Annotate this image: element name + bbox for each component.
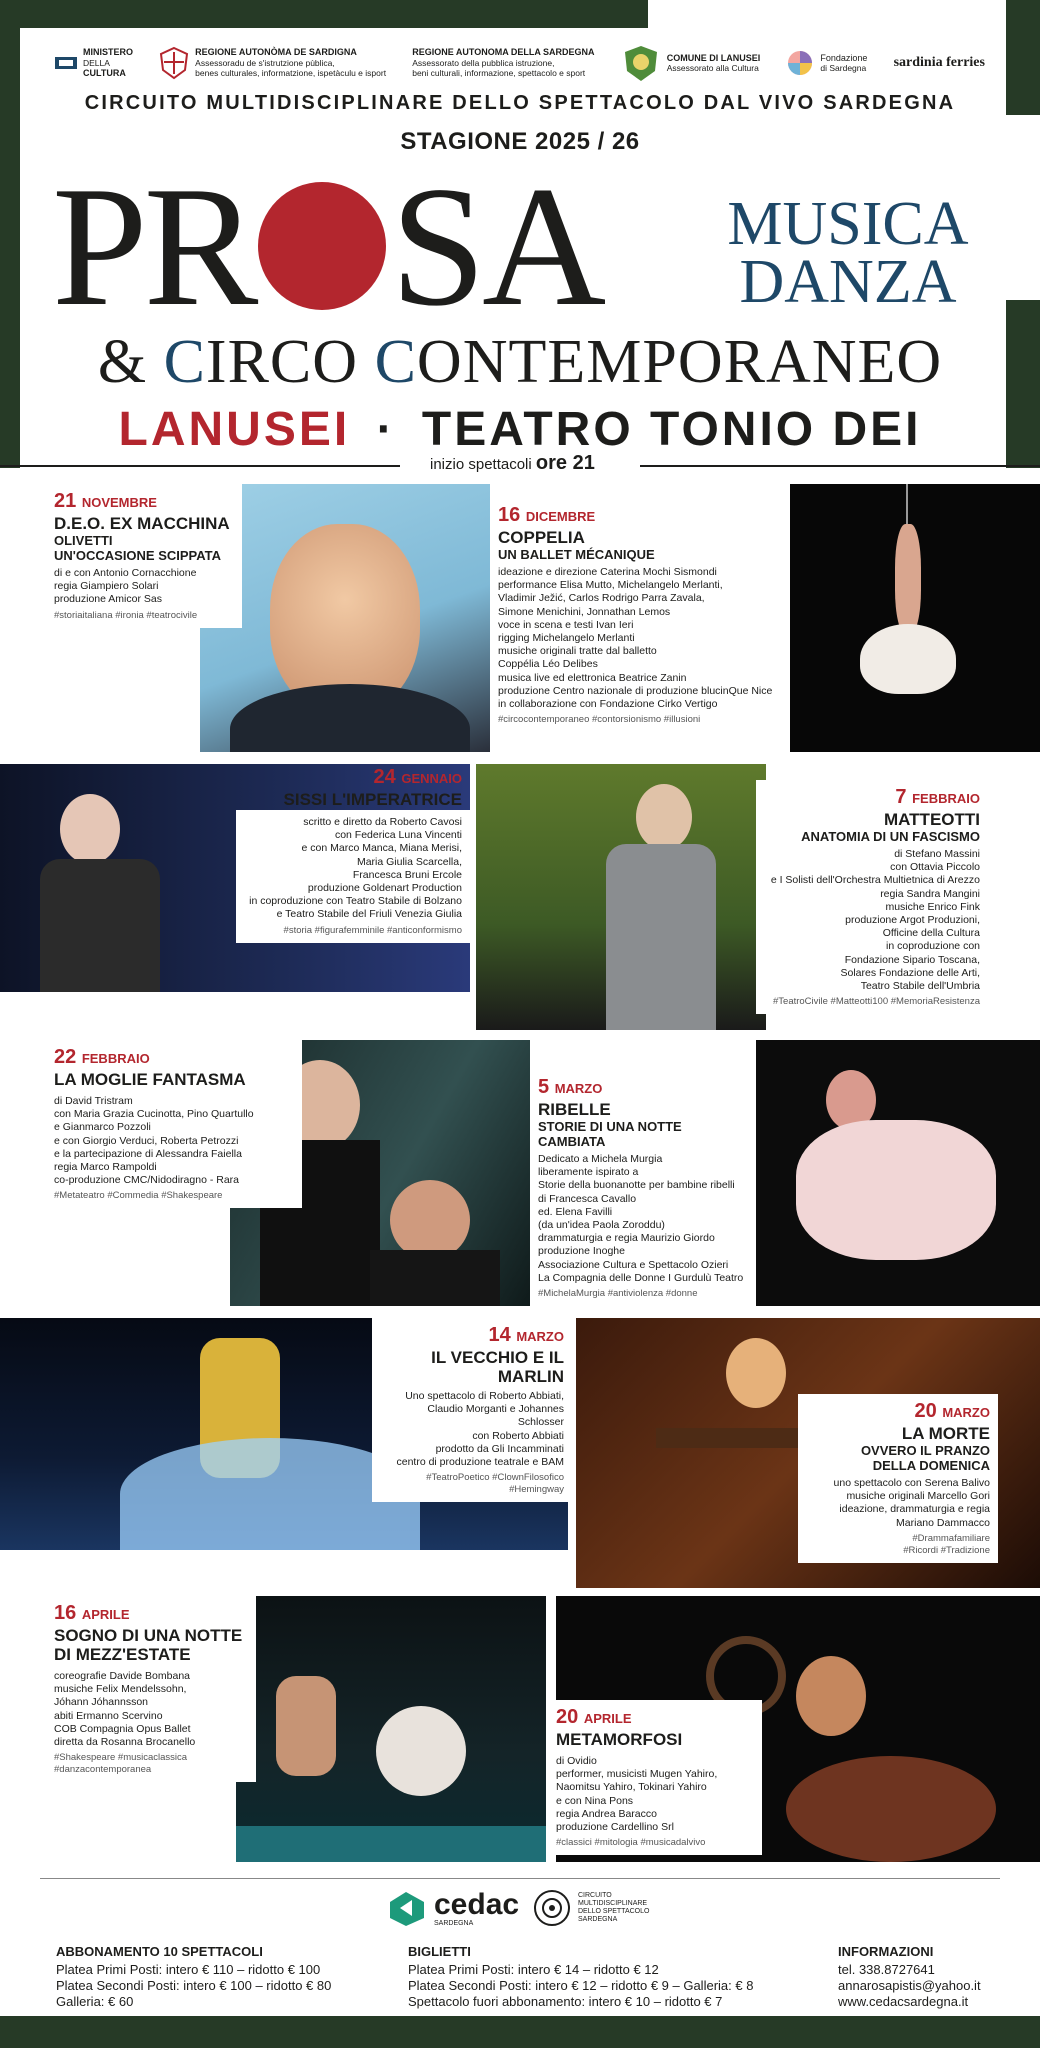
musica-danza-title: MUSICA DANZA [727, 190, 969, 316]
start-time: inizio spettacoli ore 21 [430, 452, 595, 474]
cedac-logo: cedac SARDEGNA [386, 1888, 519, 1928]
venue-line: LANUSEI · TEATRO TONIO DEI [118, 403, 922, 456]
circuit-flower-icon [532, 1888, 572, 1928]
biglietti-block: BIGLIETTI Platea Primi Posti: intero € 14 – ridotto € 12 Platea Secondi Posti: intero € 12 – ridotto € 9 – Galleria: € 8 Spettacolo fuori abbonamento: intero € 10 – ridotto € 7 [408, 1944, 754, 2009]
left-green-band [0, 0, 20, 468]
header-rule-right [640, 465, 1040, 467]
logo-regione-sardigna: REGIONE AUTONÒMA DE SARDIGNA Assessoradu de s'istrutzione pùblica, benes culturales, informatzione, ispetàculu e isport [159, 46, 386, 80]
event-card-moglie: 22 FEBBRAIO LA MOGLIE FANTASMA di David Tristram con Maria Grazia Cucinotta, Pino Quartullo e Gianmarco Pozzoli e con Giorgio Verduci, Roberta Petrozzi e la partecipazione di Alessandra Faiella regia Marco Rampoldi co-produzione CMC/Nidodiragno - Rara #Metateatro #Commedia #Shakespeare [46, 1040, 302, 1208]
event-card-marlin: 14 MARZO IL VECCHIO E IL MARLIN Uno spettacolo di Roberto Abbiati, Claudio Morganti e Johannes Schlosser con Roberto Abbiati prodotto da Gli Incamminati centro di produzione teatrale e BAM #TeatroPoetico #ClownFilosofico #Hemingway [372, 1318, 572, 1502]
logo-sardinia-ferries: sardinia ferries [893, 54, 985, 70]
red-dot-o [258, 182, 386, 310]
event-card-la-morte: 20 MARZO LA MORTE OVVERO IL PRANZO DELLA DOMENICA uno spettacolo con Serena Balivo musiche originali Marcello Gori ideazione, drammaturgia e regia Mariano Dammacco #Drammafamiliare #Ricordi #Tradizione [798, 1394, 998, 1563]
logo-regione-sardegna: REGIONE AUTONOMA DELLA SARDEGNA Assessorato della pubblica istruzione, beni culturali, informazione, spettacolo e sport [412, 47, 595, 79]
photo-matteotti [476, 764, 766, 1030]
event-card-coppelia: 16 DICEMBRE COPPELIA UN BALLET MÉCANIQUE ideazione e direzione Caterina Mochi Sismondi performance Elisa Mutto, Michelangelo Merlanti, Vladimir Ježić, Carlos Rodrigo Parra Zavala, Simone Menichini, Jonnathan Lemos voce in scena e testi Ivan Ieri rigging Michelangelo Merlanti musiche originali tratte dal balletto Coppélia Léo Delibes musica live ed elettronica Beatrice Zanin produzione Centro nazionale di produzione blucinQue Nice in collaborazione con Fondazione Cirko Vertigo #circocontemporaneo #contorsionismo #illusioni [490, 498, 790, 732]
logo-ministero: MINISTERO DELLA CULTURA [55, 47, 133, 79]
sponsor-logos [55, 42, 985, 84]
photo-coppelia [790, 484, 1040, 752]
abbonamento-block: ABBONAMENTO 10 SPETTACOLI Platea Primi Posti: intero € 110 – ridotto € 100 Platea Secondi Posti: intero € 100 – ridotto € 80 Galleria: € 60 [56, 1944, 332, 2009]
photo-ribelle [756, 1040, 1040, 1306]
info-block: INFORMAZIONI tel. 338.8727641 annarosapistis@yahoo.it www.cedacsardegna.it [838, 1944, 981, 2009]
circo-contemporaneo-title: & CIRCO CONTEMPORANEO [97, 328, 943, 396]
cedac-mark-icon [386, 1888, 428, 1928]
ministero-emblem-icon [55, 55, 77, 71]
city-name: LANUSEI [118, 403, 351, 456]
comune-crest-icon [621, 43, 661, 83]
event-card-sogno: 16 APRILE SOGNO DI UNA NOTTE DI MEZZ'ESTATE coreografie Davide Bombana musiche Felix Mendelssohn, Jóhann Jóhannsson abiti Ermanno Scervino COB Compagnia Opus Ballet diretta da Rosanna Brocanello #Shakespeare #musicaclassica #danzacontemporanea [46, 1596, 256, 1782]
event-card-sissi: 24 GENNAIO SISSI L'IMPERATRICE [283, 766, 462, 809]
fondazione-wheel-icon [786, 49, 814, 77]
header-rule-left [0, 465, 400, 467]
footer-rule [40, 1878, 1000, 1879]
circuit-logo: CIRCUITO MULTIDISCIPLINARE DELLO SPETTACOLO SARDEGNA [532, 1888, 649, 1928]
logo-fondazione-sardegna: Fondazione di Sardegna [786, 49, 867, 77]
event-card-matteotti: 7 FEBBRAIO MATTEOTTI ANATOMIA DI UN FASCISMO di Stefano Massini con Ottavia Piccolo e I Solisti dell'Orchestra Multietnica di Arezzo regia Sandra Mangini musiche Enrico Fink produzione Argot Produzioni, Officine della Cultura in coproduzione con Fondazione Sipario Toscana, Solares Fondazione delle Arti, Teatro Stabile dell'Umbria #TeatroCivile #Matteotti100 #MemoriaResistenza [756, 780, 988, 1014]
prosa-title: PR SA [52, 152, 603, 342]
regione-shield-icon [159, 46, 189, 80]
circuit-subtitle: CIRCUITO MULTIDISCIPLINARE DELLO SPETTACOLO DAL VIVO SARDEGNA [84, 92, 956, 114]
top-green-band [0, 0, 648, 28]
season-label: STAGIONE 2025 / 26 [400, 128, 640, 155]
bottom-green-band [0, 2016, 1040, 2048]
venue-name: TEATRO TONIO DEI [421, 403, 922, 456]
photo-sogno [236, 1596, 546, 1862]
event-card-deo: 21 NOVEMBRE D.E.O. EX MACCHINA OLIVETTI UN'OCCASIONE SCIPPATA di e con Antonio Cornacchione regia Giampiero Solari produzione Amicor Sas #storiaitaliana #ironia #teatrocivile [46, 484, 242, 628]
event-card-ribelle: 5 MARZO RIBELLE STORIE DI UNA NOTTE CAMBIATA Dedicato a Michela Murgia liberamente ispirato a Storie della buonanotte per bambine ribelli di Francesca Cavallo ed. Elena Favilli (da un'idea Paola Zoroddu) drammaturgia e regia Maurizio Giordo produzione Inoghe Associazione Cultura e Spettacolo Ozieri La Compagnia delle Donne I Gurdulù Teatro #MichelaMurgia #antiviolenza #donne [530, 1070, 756, 1306]
photo-deo-ex-macchina [200, 484, 490, 752]
event-card-sissi-credits: scritto e diretto da Roberto Cavosi con Federica Luna Vincenti e con Marco Manca, Miana Merisi, Maria Giulia Scarcella, Francesca Bruni Ercole produzione Goldenart Production in coproduzione con Teatro Stabile di Bolzano e Teatro Stabile del Friuli Venezia Giulia #storia #figurafemminile #anticonformismo [236, 810, 470, 943]
logo-comune-lanusei: COMUNE DI LANUSEI Assessorato alla Cultura [621, 43, 761, 83]
event-card-metamorfosi: 20 APRILE METAMORFOSI di Ovidio performer, musicisti Mugen Yahiro, Naomitsu Yahiro, Tokinari Yahiro e con Nina Pons regia Andrea Baracco produzione Cardellino Srl #classici #mitologia #musicadalvivo [548, 1700, 762, 1855]
